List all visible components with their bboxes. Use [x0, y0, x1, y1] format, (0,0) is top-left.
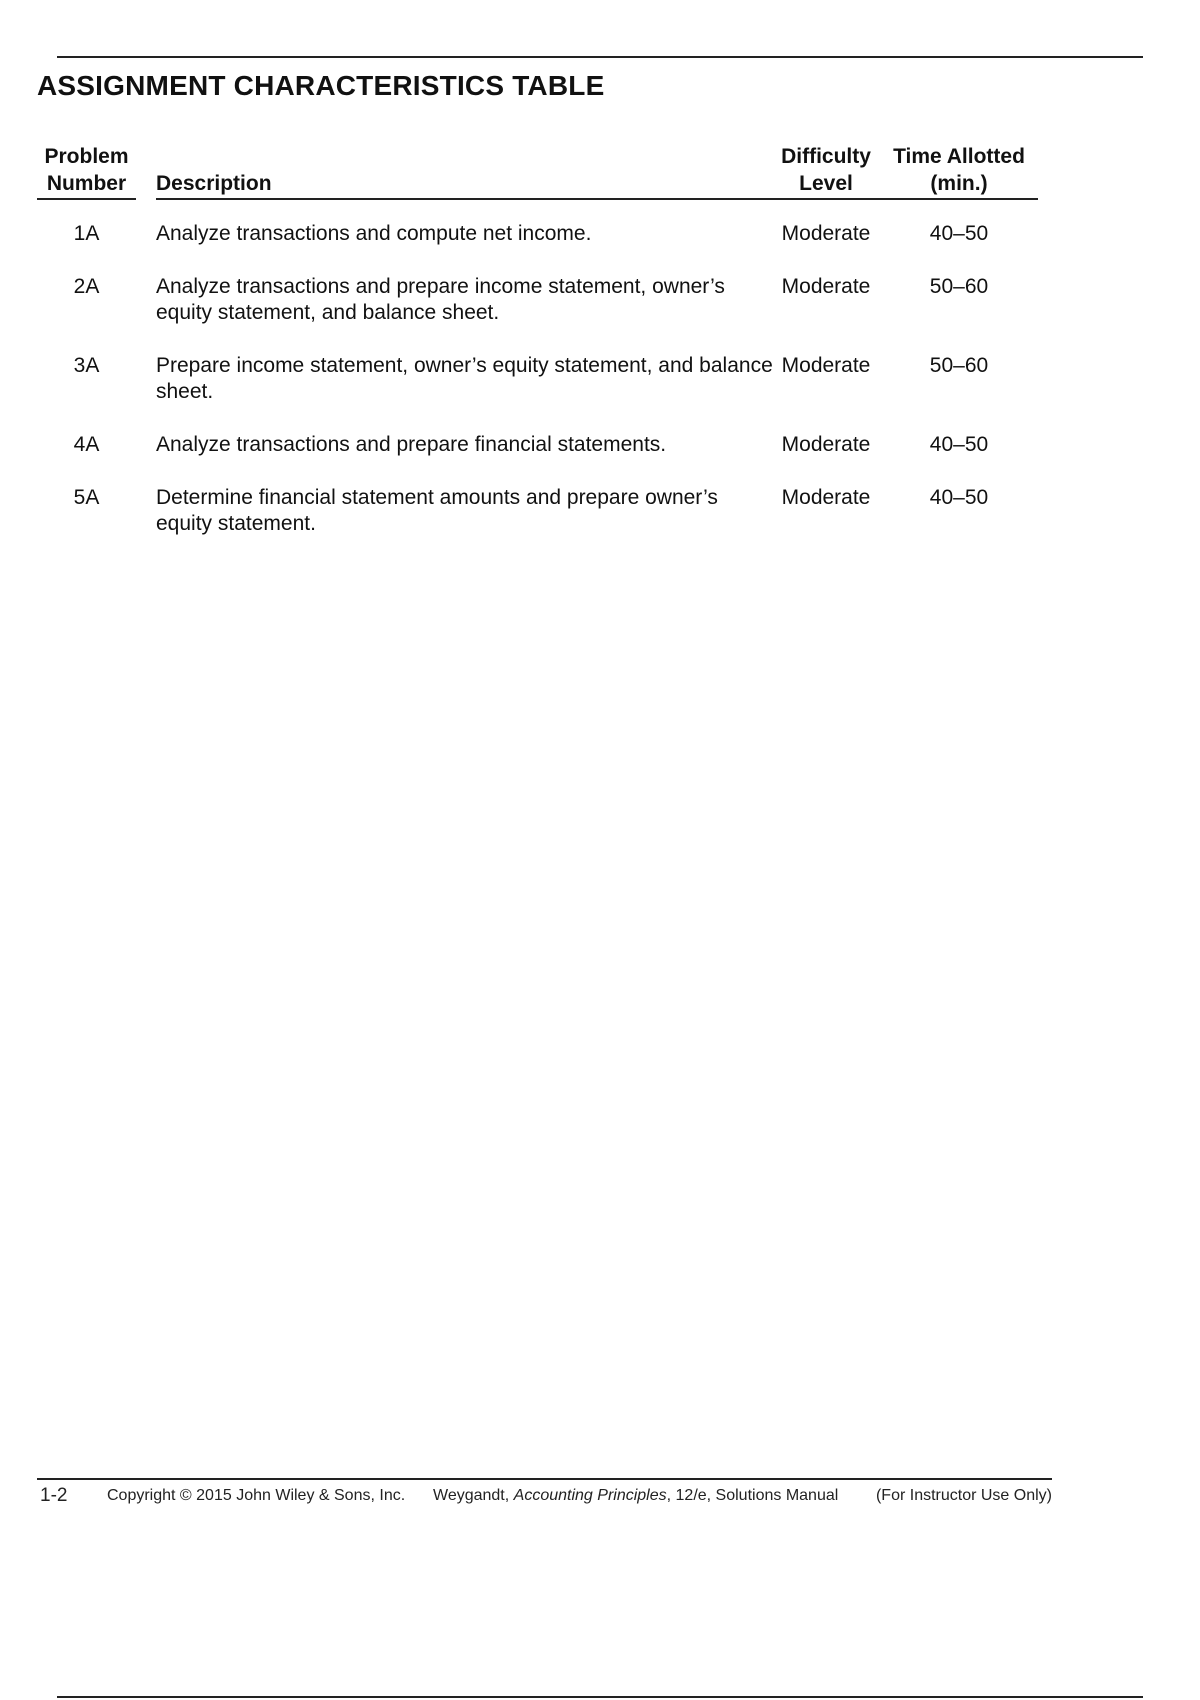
problem-number-cell: 2A: [73, 275, 100, 298]
difficulty-cell: Moderate: [781, 486, 871, 509]
header-problem-number-label: Problem Number: [44, 145, 129, 195]
time-cell: 40–50: [929, 222, 989, 245]
table-row: [37, 353, 1037, 432]
problem-number-cell: 5A: [73, 486, 100, 509]
problem-number-cell: 4A: [73, 433, 100, 456]
table-row: [37, 221, 1037, 274]
footer-book-edition: , 12/e, Solutions Manual: [666, 1487, 839, 1504]
header-difficulty-level: [754, 143, 898, 200]
time-cell: 40–50: [929, 433, 989, 456]
footer-copyright: Copyright © 2015 John Wiley & Sons, Inc.: [107, 1487, 406, 1504]
description-cell: Determine financial statement amounts and prepare owner’s equity statement.: [156, 486, 718, 535]
time-cell: 50–60: [929, 275, 989, 298]
footer-usage-note: (For Instructor Use Only): [875, 1487, 1052, 1504]
header-time-allotted-label: Time Allotted (min.): [893, 145, 1025, 195]
page-footer: [37, 1478, 1052, 1516]
problem-number-cell: 3A: [73, 354, 100, 377]
footer-book-title: Accounting Principles: [513, 1487, 667, 1504]
description-cell: Analyze transactions and prepare income statement, owner’s equity statement, and balance sheet.: [156, 275, 725, 324]
time-cell: 40–50: [929, 486, 989, 509]
description-cell: Analyze transactions and compute net income.: [156, 222, 592, 245]
table-row: [37, 485, 1037, 538]
header-description-label: Description: [156, 172, 272, 195]
description-cell: Analyze transactions and prepare financial statements.: [156, 433, 667, 456]
difficulty-cell: Moderate: [781, 354, 871, 377]
table-body: [37, 221, 1037, 538]
header-time-allotted: [880, 143, 1038, 200]
page-title: ASSIGNMENT CHARACTERISTICS TABLE: [37, 70, 605, 101]
difficulty-cell: Moderate: [781, 433, 871, 456]
bottom-rule: [57, 1696, 1143, 1698]
header-description: [156, 170, 770, 200]
header-difficulty-level-label: Difficulty Level: [781, 145, 871, 195]
difficulty-cell: Moderate: [781, 222, 871, 245]
difficulty-cell: Moderate: [781, 275, 871, 298]
footer-page-number: 1-2: [40, 1485, 68, 1506]
description-cell: Prepare income statement, owner’s equity statement, and balance sheet.: [156, 354, 773, 403]
footer-book-author: Weygandt,: [433, 1487, 510, 1504]
header-problem-number: [37, 143, 136, 200]
table-row: [37, 274, 1037, 353]
top-rule: [57, 56, 1143, 58]
problem-number-cell: 1A: [73, 222, 100, 245]
time-cell: 50–60: [929, 354, 989, 377]
footer-book-citation: [433, 1487, 838, 1505]
table-row: [37, 432, 1037, 485]
